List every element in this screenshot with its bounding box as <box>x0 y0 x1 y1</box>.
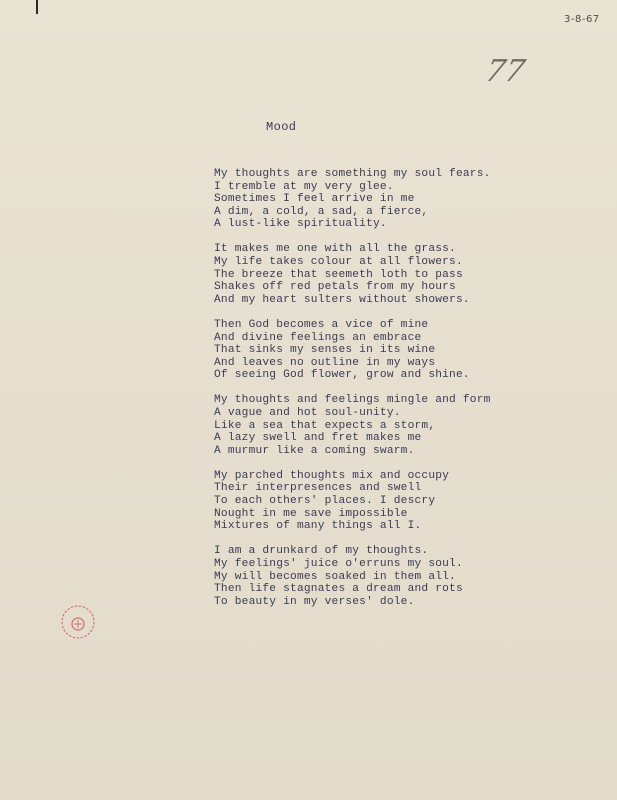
poem-line: Nought in me save impossible <box>214 507 408 520</box>
poem-line: A dim, a cold, a sad, a fierce, <box>214 205 429 218</box>
poem-line: Mixtures of many things all I. <box>214 520 422 533</box>
poem-line: Then life stagnates a dream and rots <box>214 583 463 596</box>
poem-line: Shakes off red petals from my hours <box>214 281 456 294</box>
poem-line: Their interpresences and swell <box>214 482 422 495</box>
poem-line: The breeze that seemeth loth to pass <box>214 268 463 281</box>
poem-line: Like a sea that expects a storm, <box>214 419 436 432</box>
poem-line: My thoughts are something my soul fears. <box>214 168 491 180</box>
poem-line: A vague and hot soul-unity. <box>214 407 401 419</box>
poem-line: I tremble at my very glee. <box>214 180 394 193</box>
poem-body <box>214 168 544 621</box>
poem-line: Sometimes I feel arrive in me <box>214 193 415 206</box>
poem-line: My life takes colour at all flowers. <box>214 256 463 269</box>
library-stamp-icon <box>58 602 98 642</box>
archive-reference: 3-8-67 <box>564 14 600 25</box>
stanza-3 <box>214 319 544 382</box>
stanza-1 <box>214 168 544 231</box>
poem-line: My thoughts and feelings mingle and form <box>214 394 491 407</box>
poem-line: Then God becomes a vice of mine <box>214 318 429 331</box>
page-edge-mark <box>36 0 38 14</box>
poem-line: A lazy swell and fret makes me <box>214 432 422 445</box>
handwritten-page-number: 77 <box>482 54 528 89</box>
poem-line: My will becomes soaked in them all. <box>214 570 456 583</box>
poem-line: I am a drunkard of my thoughts. <box>214 545 429 558</box>
poem-line: Of seeing God flower, grow and shine. <box>214 369 470 382</box>
stanza-5 <box>214 470 544 533</box>
poem-title: Mood <box>266 120 297 134</box>
poem-line: And my heart sulters without showers. <box>214 293 470 306</box>
stanza-4 <box>214 394 544 457</box>
poem-line: To each others' places. I descry <box>214 495 436 508</box>
poem-line: It makes me one with all the grass. <box>214 243 456 256</box>
poem-line: My feelings' juice o'erruns my soul. <box>214 557 463 570</box>
poem-line: A lust-like spirituality. <box>214 218 387 231</box>
poem-line: And divine feelings an embrace <box>214 331 422 344</box>
poem-line: To beauty in my verses' dole. <box>214 595 415 608</box>
poem-line: My parched thoughts mix and occupy <box>214 469 450 482</box>
stanza-6 <box>214 545 544 608</box>
poem-line: A murmur like a coming swarm. <box>214 444 415 457</box>
poem-line: That sinks my senses in its wine <box>214 344 436 357</box>
poem-line: And leaves no outline in my ways <box>214 356 436 369</box>
stanza-2 <box>214 243 544 306</box>
